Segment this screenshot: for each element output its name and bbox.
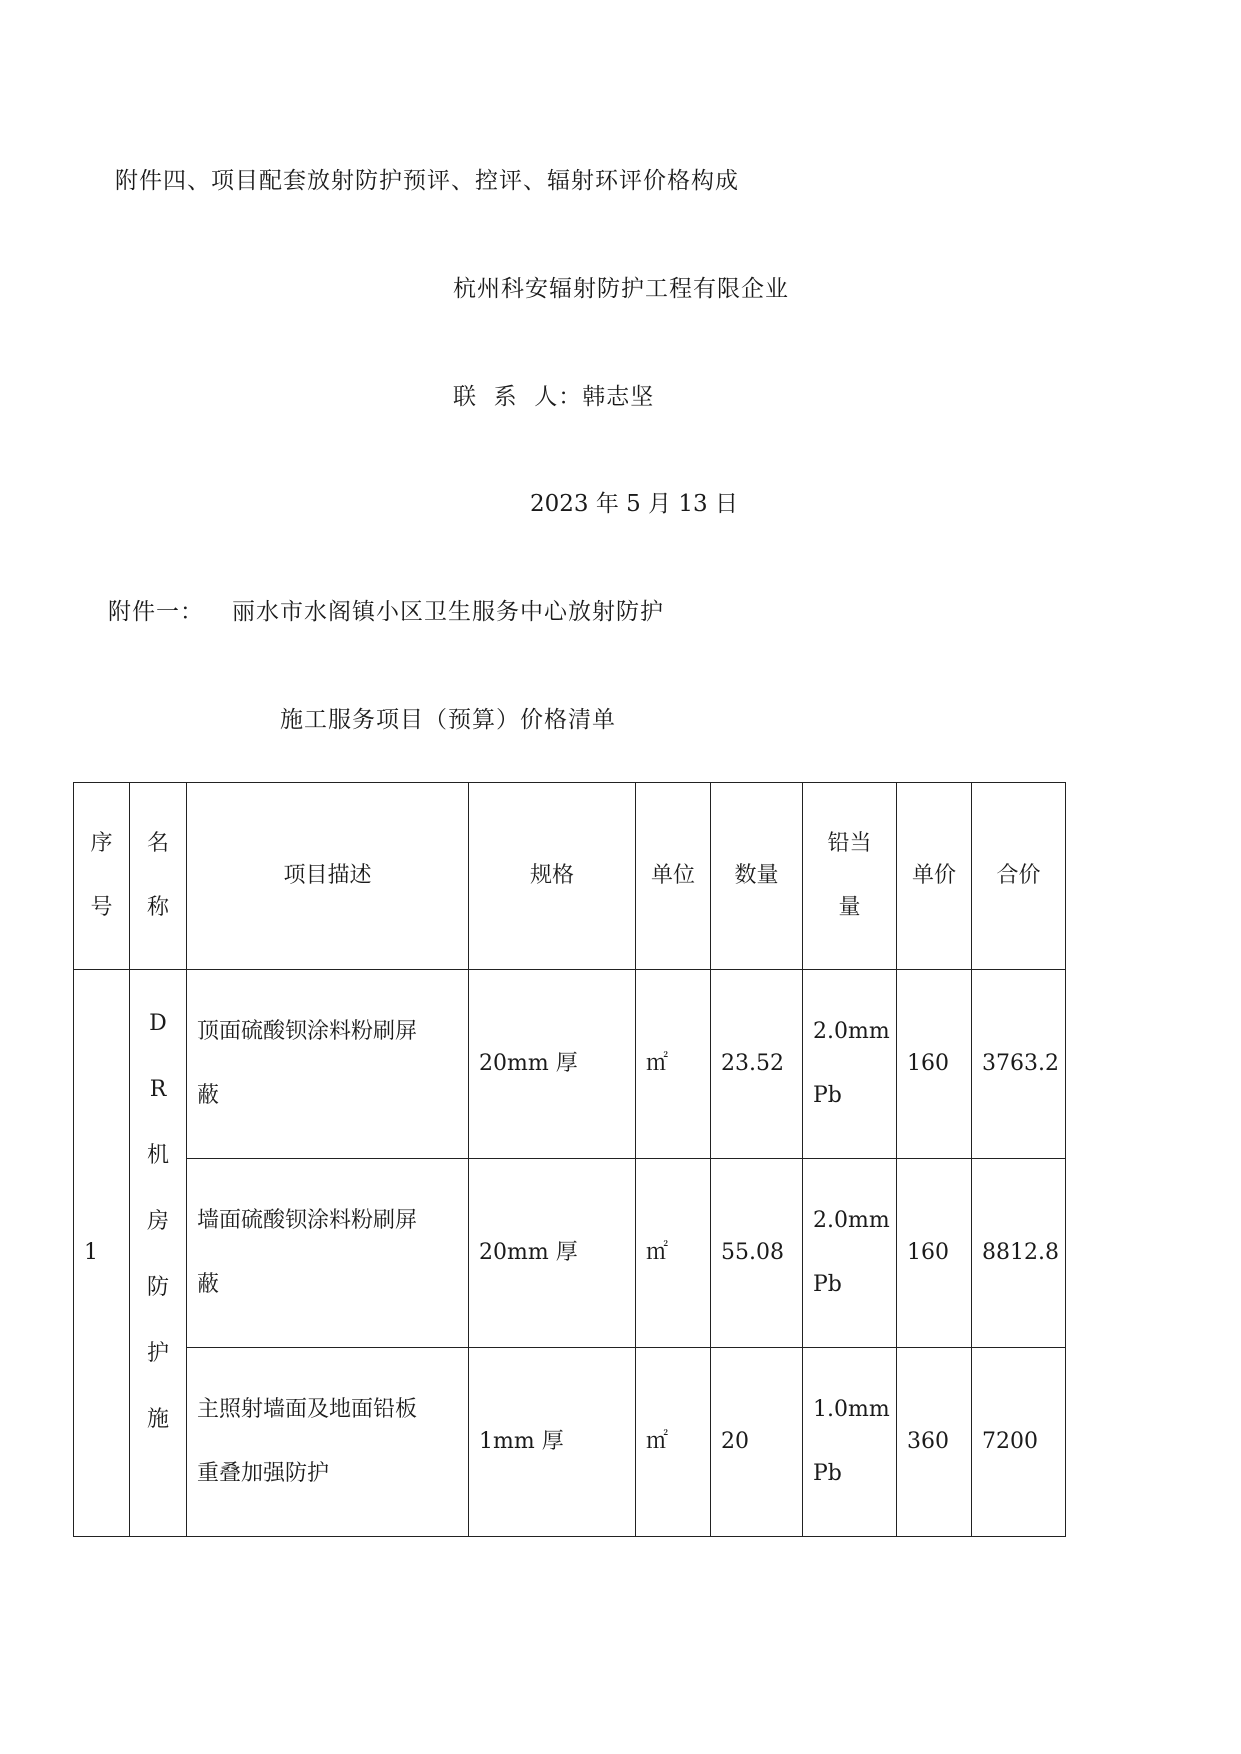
cell-pb: 2.0mm Pb — [803, 1159, 897, 1348]
cell-qty: 20 — [711, 1348, 803, 1537]
cell-uprice: 160 — [897, 1159, 972, 1348]
header-qty: 数量 — [711, 783, 803, 970]
cell-qty: 55.08 — [711, 1159, 803, 1348]
document-heading: 附件四、项目配套放射防护预评、控评、辐射环评价格构成 — [115, 168, 739, 194]
header-pb: 铅当 量 — [803, 783, 897, 970]
header-desc: 项目描述 — [187, 783, 469, 970]
annex-line — [108, 593, 664, 626]
contact-line — [453, 378, 654, 411]
table-row — [74, 1159, 1066, 1348]
cell-spec: 20mm 厚 — [469, 1159, 636, 1348]
price-table — [73, 782, 1066, 1537]
header-seq: 序 号 — [74, 783, 130, 970]
table-row — [74, 1348, 1066, 1537]
cell-total: 3763.2 — [972, 970, 1066, 1159]
cell-desc: 顶面硫酸钡涂料粉刷屏 蔽 — [187, 970, 469, 1159]
table-row — [74, 970, 1066, 1159]
cell-seq: 1 — [74, 970, 130, 1537]
cell-spec: 20mm 厚 — [469, 970, 636, 1159]
cell-unit: ㎡ — [636, 1159, 711, 1348]
header-total: 合价 — [972, 783, 1066, 970]
table-header-row — [74, 783, 1066, 970]
cell-desc: 主照射墙面及地面铅板 重叠加强防护 — [187, 1348, 469, 1537]
company-name: 杭州科安辐射防护工程有限企业 — [453, 276, 789, 302]
cell-pb: 1.0mm Pb — [803, 1348, 897, 1537]
cell-desc: 墙面硫酸钡涂料粉刷屏 蔽 — [187, 1159, 469, 1348]
cell-unit: ㎡ — [636, 970, 711, 1159]
price-list-subtitle: 施工服务项目（预算）价格清单 — [280, 707, 616, 733]
annex-title: 丽水市水阁镇小区卫生服务中心放射防护 — [232, 599, 664, 625]
contact-label: 联 系 人： — [453, 384, 583, 410]
document-date: 2023 年 5 月 13 日 — [530, 491, 738, 517]
header-uprice: 单价 — [897, 783, 972, 970]
contact-name: 韩志坚 — [582, 384, 655, 410]
header-unit: 单位 — [636, 783, 711, 970]
cell-uprice: 160 — [897, 970, 972, 1159]
cell-uprice: 360 — [897, 1348, 972, 1537]
cell-qty: 23.52 — [711, 970, 803, 1159]
cell-total: 8812.8 — [972, 1159, 1066, 1348]
cell-pb: 2.0mm Pb — [803, 970, 897, 1159]
cell-unit: ㎡ — [636, 1348, 711, 1537]
cell-total: 7200 — [972, 1348, 1066, 1537]
header-spec: 规格 — [469, 783, 636, 970]
annex-prefix: 附件一： — [108, 599, 204, 625]
cell-spec: 1mm 厚 — [469, 1348, 636, 1537]
cell-name: D R 机 房 防 护 施 — [130, 970, 187, 1537]
header-name: 名 称 — [130, 783, 187, 970]
